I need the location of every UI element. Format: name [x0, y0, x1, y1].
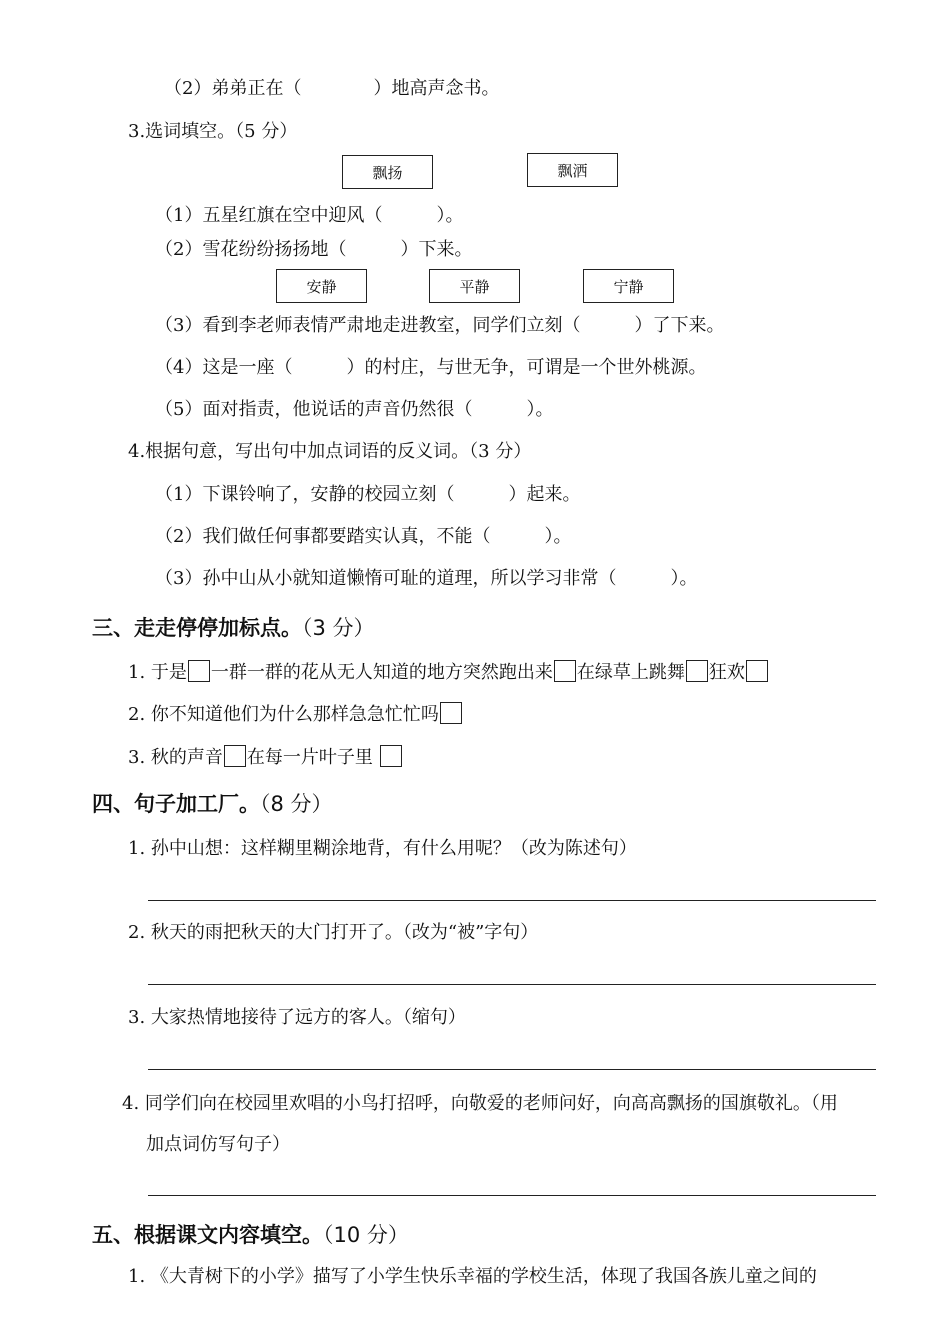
text-segment: 在每一片叶子里: [246, 747, 373, 768]
q4-item: （3）孙中山从小就知道懒惰可耻的道理，所以学习非常（ ）。: [155, 568, 698, 589]
q3-item: （4）这是一座（ ）的村庄，与世无争，可谓是一个世外桃源。: [155, 357, 707, 378]
punctuation-box[interactable]: [554, 660, 576, 682]
word-choice-box: 安静: [276, 269, 367, 303]
q2-item-2: （2）弟弟正在（ ）地高声念书。: [164, 78, 500, 99]
q4-item: （2）我们做任何事都要踏实认真，不能（ ）。: [155, 526, 572, 547]
section-4-heading: [92, 790, 333, 818]
q4-item: （1）下课铃响了，安静的校园立刻（ ）起来。: [155, 484, 581, 505]
word-choice-box: 飘洒: [527, 153, 618, 187]
text-segment: 在绿草上跳舞: [576, 662, 685, 683]
rewrite-item-3: 3. 大家热情地接待了远方的客人。（缩句）: [128, 1007, 466, 1028]
punctuation-box[interactable]: [440, 702, 462, 724]
section-score: （8 分）: [260, 792, 333, 816]
section-title: 三、走走停停加标点。: [92, 616, 302, 640]
section-title: 四、句子加工厂。: [92, 792, 260, 816]
answer-line[interactable]: [148, 1195, 876, 1196]
punctuation-box[interactable]: [188, 660, 210, 682]
text-segment: 3. 秋的声音: [128, 747, 223, 768]
section-score: （10 分）: [323, 1223, 409, 1247]
section-score: （3 分）: [302, 616, 375, 640]
fill-item-1: 1. 《大青树下的小学》描写了小学生快乐幸福的学校生活，体现了我国各族儿童之间的: [128, 1266, 817, 1287]
rewrite-item-1: 1. 孙中山想：这样糊里糊涂地背，有什么用呢？（改为陈述句）: [128, 838, 637, 859]
punctuation-box[interactable]: [380, 745, 402, 767]
text-segment: 1. 于是: [128, 662, 187, 683]
q3-title: 3.选词填空。（5 分）: [128, 121, 298, 142]
q3-item: （3）看到李老师表情严肃地走进教室，同学们立刻（ ）了下来。: [155, 315, 725, 336]
punctuation-item-2: [128, 702, 463, 727]
word-choice-box: 飘扬: [342, 155, 433, 189]
q4-title: 4.根据句意，写出句中加点词语的反义词。（3 分）: [128, 441, 532, 462]
rewrite-item-4: 4. 同学们向在校园里欢唱的小鸟打招呼，向敬爱的老师问好，向高高飘扬的国旗敬礼。（用: [122, 1093, 838, 1114]
section-3-heading: [92, 614, 375, 642]
section-5-heading: [92, 1221, 409, 1249]
q3-item: （5）面对指责，他说话的声音仍然很（ ）。: [155, 399, 554, 420]
q3-item: （2）雪花纷纷扬扬地（ ）下来。: [155, 239, 473, 260]
rewrite-item-2: 2. 秋天的雨把秋天的大门打开了。（改为“被”字句）: [128, 922, 539, 943]
answer-line[interactable]: [148, 1069, 876, 1070]
punctuation-item-3: [128, 745, 403, 770]
punctuation-box[interactable]: [746, 660, 768, 682]
section-title: 五、根据课文内容填空。: [92, 1223, 323, 1247]
text-segment: 一群一群的花从无人知道的地方突然跑出来: [210, 662, 553, 683]
text-segment: 狂欢: [708, 662, 745, 683]
answer-line[interactable]: [148, 900, 876, 901]
punctuation-item-1: [128, 660, 769, 685]
punctuation-box[interactable]: [224, 745, 246, 767]
punctuation-box[interactable]: [686, 660, 708, 682]
word-choice-box: 宁静: [583, 269, 674, 303]
answer-line[interactable]: [148, 984, 876, 985]
word-choice-box: 平静: [429, 269, 520, 303]
text-segment: 2. 你不知道他们为什么那样急急忙忙吗: [128, 704, 439, 725]
q3-item: （1）五星红旗在空中迎风（ ）。: [155, 205, 464, 226]
rewrite-item-4-cont: 加点词仿写句子）: [146, 1134, 290, 1155]
